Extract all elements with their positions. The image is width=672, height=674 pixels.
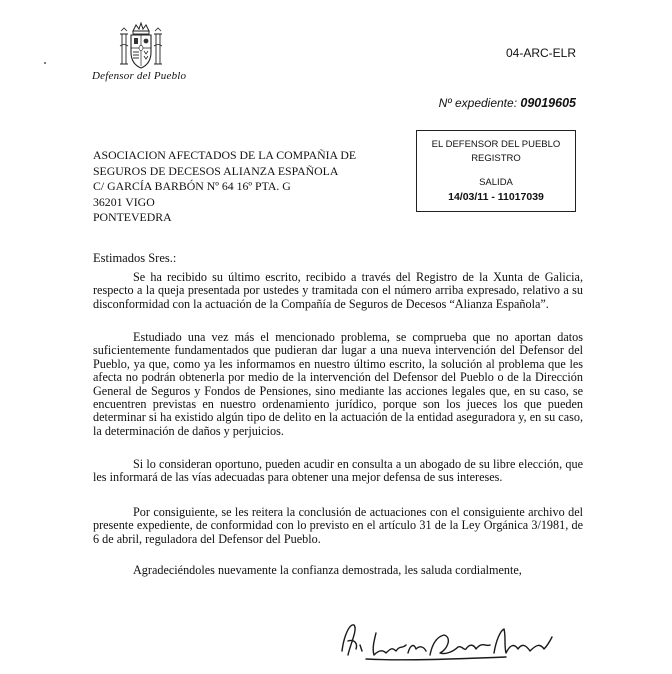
- expediente-label: Nº expediente:: [438, 96, 518, 110]
- body-paragraph: Se ha recibido su último escrito, recibido a través del Registro de la Xunta de Galicia, respecto a la queja presentada por ustedes y tramitada con el número arriba expresado, relativo a su disconformidad con la actuación de la Compañía de Seguros de Decesos “Alianza Española”.: [93, 270, 583, 311]
- stamp-line-institution: EL DEFENSOR DEL PUEBLO: [431, 139, 561, 150]
- expediente-line: [439, 96, 576, 110]
- registry-stamp: [416, 130, 576, 212]
- expediente-number: 09019605: [520, 96, 576, 110]
- stamp-date: 14/03/11 - 11017039: [448, 191, 544, 203]
- document-reference: 04-ARC-ELR: [506, 46, 577, 60]
- spain-coat-of-arms-icon: [118, 22, 164, 72]
- address-line: 36201 VIGO: [93, 194, 155, 209]
- greeting: Estimados Sres.:: [93, 251, 177, 265]
- body-paragraph: Si lo consideran oportuno, pueden acudir en consulta a un abogado de su libre elección, que les informará de las vías adecuadas para obtener una mejor defensa de sus intereses.: [93, 457, 583, 485]
- stamp-line-salida: SALIDA: [479, 177, 513, 188]
- closing-paragraph: Agradeciéndoles nuevamente la confianza demostrada, les saluda cordialmente,: [133, 563, 522, 577]
- stamp-line-registro: REGISTRO: [471, 153, 521, 164]
- body-paragraph: Estudiado una vez más el mencionado problema, se comprueba que no aportan datos suficientemente fundamentados que pudieran dar lugar a una nueva intervención del Defensor del Pueblo, ya que, como ya les informamos en nuestro último escrito, la solución al problema que les afecta no podrán obtenerla por medio de la intervención del Defensor del Pueblo o de la Dirección General de Seguros y Fondos de Pensiones, sino mediante las acciones legales que, en su caso, se encuentren previstas en nuestro ordenamiento jurídico, porque son los jueces los que pueden determinar si ha existido algún tipo de delito en la actuación de la entidad aseguradora y, en su caso, la determinación de daños y perjuicios.: [93, 330, 583, 438]
- address-line: ASOCIACION AFECTADOS DE LA COMPAÑIA DE: [93, 148, 357, 162]
- scan-speck: [44, 62, 46, 64]
- institution-name: Defensor del Pueblo: [92, 70, 187, 82]
- address-line: SEGUROS DE DECESOS ALIANZA ESPAÑOLA: [93, 163, 339, 178]
- recipient-address: [93, 148, 356, 226]
- handwritten-signature-icon: [336, 615, 556, 665]
- address-line: C/ GARCÍA BARBÓN Nº 64 16º PTA. G: [93, 179, 291, 193]
- body-paragraph: Por consiguiente, se les reitera la conclusión de actuaciones con el consiguiente archivo del presente expediente, de conformidad con lo previsto en el artículo 31 de la Ley Orgánica 3/1981, de 6 de abril, reguladora del Defensor del Pueblo.: [93, 505, 583, 546]
- address-line: PONTEVEDRA: [93, 210, 172, 224]
